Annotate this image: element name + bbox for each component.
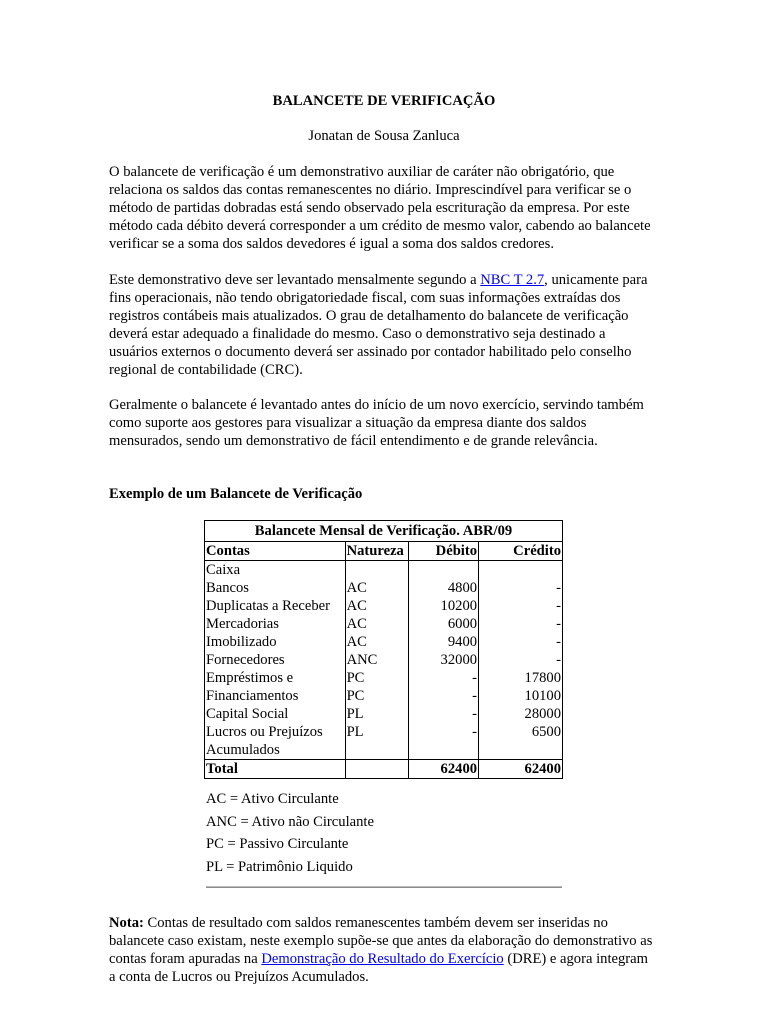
paragraph-nbc [109,271,657,379]
legend-item: PC = Passivo Circulante [206,836,349,852]
paragraph-nbc-text-end: , unicamente para fins operacionais, não tendo obrigatoriedade fiscal, com suas informações extraídas dos registros contábeis mais atualizados. O grau de detalhamento do balancete de verificação deverá estar adequado a finalidade do mesmo. Caso o demonstrativo seja destinado a usuários externos o documento deverá ser assinado por contador habilitado pelo conselho regional de contabilidade (CRC). [109,272,648,378]
credito-item: 17800 [524,670,561,686]
note-text-start: Contas de resultado com saldos remanescentes também devem ser inseridas no balancete caso existam, neste exemplo supõe-se que antes da elaboração do demonstrativo as contas foram apuradas na [109,915,653,967]
document-author: Jonatan de Sousa Zanluca [308,128,460,144]
credito-item: - [556,616,561,632]
natureza-item [347,561,408,579]
paragraph-intro: O balancete de verificação é um demonstrativo auxiliar de caráter não obrigatório, que relaciona os saldos das contas remanescentes no diário. Imprescindível para verificar se o método de partidas dobradas está sendo observado pela escrituração da empresa. Por este método cada débito deverá corresponder a um crédito de mesmo valor, cabendo ao balancete verificar se a soma dos saldos devedores é igual a soma dos saldos credores. [109,164,651,252]
credito-item [480,561,561,579]
natureza-cell [345,561,409,760]
balancete-table [204,520,563,779]
credito-cell [479,561,563,760]
example-heading: Exemplo de um Balancete de Verificação [109,486,363,502]
paragraph-note [109,914,657,986]
total-natureza-empty [345,760,409,779]
paragraph-usage: Geralmente o balancete é levantado antes do início de um novo exercício, servindo também como suporte aos gestores para visualizar a situação da empresa diante dos saldos mensurados, sendo um demonstrativo de fácil entendimento e de grande relevância. [109,397,644,449]
header-natureza: Natureza [345,542,409,561]
contas-cell [205,561,346,760]
conta-item: Imobilizado [206,634,277,650]
header-debito: Débito [409,542,479,561]
table-header-row [205,542,563,561]
total-credito: 62400 [479,760,563,779]
conta-item: Fornecedores [206,652,285,668]
conta-item: Empréstimos e [206,670,294,686]
debito-item: 9400 [447,634,478,650]
conta-item: Bancos [206,580,249,596]
debito-item: 4800 [447,580,478,596]
conta-item: Financiamentos [206,688,299,704]
table-caption: Balancete Mensal de Verificação. ABR/09 [205,521,563,542]
header-credito: Crédito [479,542,563,561]
natureza-item: AC [346,616,367,632]
paragraph-nbc-text-start: Este demonstrativo deve ser levantado mensalmente segundo a [109,272,481,288]
total-label: Total [205,760,346,779]
legend [206,790,374,880]
debito-item: 6000 [447,616,478,632]
debito-item: - [472,706,478,722]
natureza-item: PC [346,688,365,704]
debito-item: 32000 [440,652,478,668]
legend-item: AC = Ativo Circulante [206,791,339,807]
credito-item [480,741,561,759]
credito-item: 10100 [524,688,561,704]
debito-item: - [472,724,478,740]
credito-item: - [556,580,561,596]
conta-item: Caixa [206,562,241,578]
table-body-row [205,561,563,760]
conta-item: Mercadorias [206,616,279,632]
debito-item [410,561,477,579]
natureza-item: AC [346,598,367,614]
natureza-item: ANC [346,652,378,668]
legend-item: ANC = Ativo não Circulante [206,813,374,830]
debito-item: 10200 [440,598,478,614]
conta-item: Acumulados [206,742,280,758]
legend-item: PL = Patrimônio Liquido [206,858,353,875]
note-label: Nota: [109,915,144,931]
credito-item: 6500 [531,724,561,740]
natureza-item: PL [346,706,364,722]
credito-item: 28000 [524,706,561,722]
conta-item: Lucros ou Prejuízos [206,724,323,740]
conta-item: Duplicatas a Receber [206,598,330,614]
table-total-row [205,760,563,779]
document-title: BALANCETE DE VERIFICAÇÃO [272,93,496,109]
nbc-t-2-7-link[interactable]: NBC T 2.7 [480,272,545,288]
horizontal-divider [206,886,562,888]
natureza-item: AC [346,580,367,596]
credito-item: - [556,652,561,668]
credito-item: - [556,598,561,614]
debito-item: - [472,670,478,686]
credito-item: - [556,634,561,650]
natureza-item [347,741,408,759]
natureza-item: PC [346,670,365,686]
total-debito: 62400 [409,760,479,779]
debito-cell [409,561,479,760]
natureza-item: AC [346,634,367,650]
debito-item: - [472,688,478,704]
note-text-end: (DRE) e agora integram a conta de Lucros ou Prejuízos Acumulados. [109,951,648,985]
natureza-item: PL [346,724,364,740]
debito-item [410,741,477,759]
header-contas: Contas [205,542,346,561]
dre-link[interactable]: Demonstração do Resultado do Exercício [261,951,504,967]
conta-item: Capital Social [206,706,289,722]
